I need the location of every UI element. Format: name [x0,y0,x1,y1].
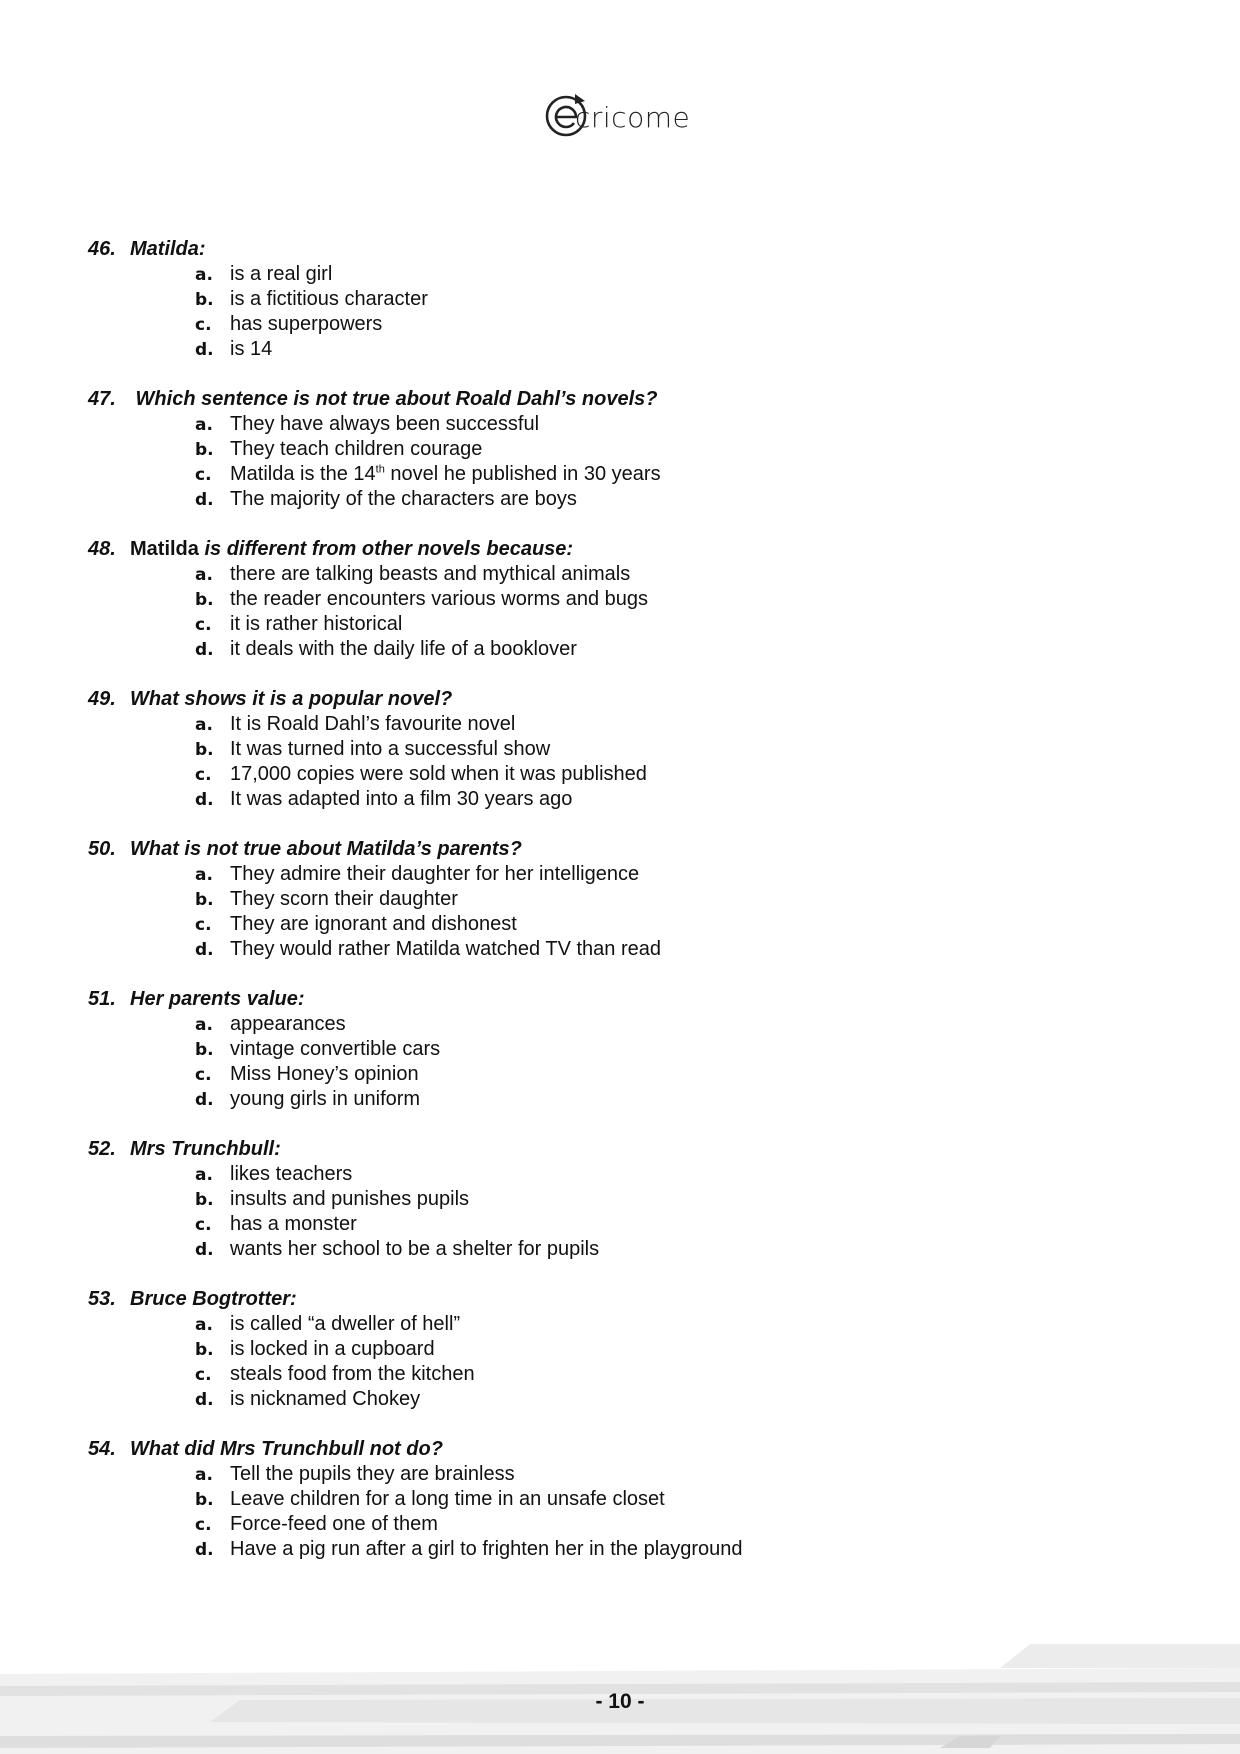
option-list [88,712,1138,812]
option-list [88,562,1138,662]
question-heading [88,1437,1138,1462]
option-text: They admire their daughter for her intelligence [230,863,640,885]
option-letter: a. [195,1315,213,1335]
question-48 [88,537,1138,662]
option-text: has superpowers [230,313,383,335]
option-text: Miss Honey’s opinion [230,1063,419,1085]
option-text: It was turned into a successful show [230,738,551,760]
option-c [195,762,1138,787]
option-a [195,1312,1138,1337]
question-heading [88,837,1138,862]
question-title-upright: Matilda [130,538,199,560]
option-c [195,462,1138,487]
question-54 [88,1437,1138,1562]
option-b [195,1487,1138,1512]
option-list [88,1312,1138,1412]
option-letter: c. [195,465,212,485]
question-52 [88,1137,1138,1262]
option-text: Force-feed one of them [230,1513,438,1535]
option-c [195,1212,1138,1237]
option-d [195,637,1138,662]
question-number: 48. [88,538,116,560]
option-letter: c. [195,1365,212,1385]
option-letter: c. [195,1515,212,1535]
option-letter: c. [195,1065,212,1085]
option-text: is a real girl [230,263,333,285]
option-d [195,937,1138,962]
question-prompt: What shows it is a popular novel? [130,688,453,710]
option-letter: a. [195,715,213,735]
option-letter: c. [195,765,212,785]
option-letter: d. [195,790,214,810]
option-text: is called “a dweller of hell” [230,1313,461,1335]
option-b [195,287,1138,312]
option-text: it deals with the daily life of a booklover [230,638,577,660]
option-letter: b. [195,890,214,910]
option-letter: b. [195,440,214,460]
option-letter: b. [195,1190,214,1210]
option-c [195,312,1138,337]
option-letter: a. [195,565,213,585]
option-c [195,1062,1138,1087]
option-list [88,412,1138,512]
option-text: there are talking beasts and mythical animals [230,563,631,585]
option-text: vintage convertible cars [230,1038,441,1060]
option-d [195,1237,1138,1262]
question-heading [88,387,1138,412]
option-text: insults and punishes pupils [230,1188,470,1210]
option-d [195,337,1138,362]
question-heading [88,537,1138,562]
question-53 [88,1287,1138,1412]
option-a [195,262,1138,287]
option-letter: d. [195,940,214,960]
ordinal-suffix: th [375,463,385,476]
question-prompt: Her parents value: [130,988,305,1010]
option-letter: b. [195,1490,214,1510]
option-text: The majority of the characters are boys [230,488,577,510]
question-51 [88,987,1138,1112]
option-letter: a. [195,265,213,285]
option-a [195,1012,1138,1037]
option-letter: b. [195,590,214,610]
option-b [195,887,1138,912]
option-text: likes teachers [230,1163,353,1185]
question-heading [88,987,1138,1012]
option-letter: a. [195,415,213,435]
option-letter: a. [195,865,213,885]
option-text: They scorn their daughter [230,888,458,910]
option-b [195,1187,1138,1212]
question-prompt: What is not true about Matilda’s parents? [130,838,522,860]
option-text: steals food from the kitchen [230,1363,475,1385]
option-text: Leave children for a long time in an unsafe closet [230,1488,665,1510]
option-a [195,1162,1138,1187]
option-list [88,1012,1138,1112]
option-letter: b. [195,1040,214,1060]
question-number: 53. [88,1288,116,1310]
option-a [195,1462,1138,1487]
question-heading [88,687,1138,712]
question-prompt: Bruce Bogtrotter: [130,1288,297,1310]
option-letter: a. [195,1015,213,1035]
option-a [195,412,1138,437]
option-letter: b. [195,290,214,310]
option-text: young girls in uniform [230,1088,421,1110]
option-text: it is rather historical [230,613,403,635]
option-d [195,1537,1138,1562]
option-letter: a. [195,1465,213,1485]
option-text: They are ignorant and dishonest [230,913,517,935]
option-text: is nicknamed Chokey [230,1388,421,1410]
option-b [195,737,1138,762]
question-prompt: What did Mrs Trunchbull not do? [130,1438,443,1460]
option-text: They teach children courage [230,438,483,460]
option-list [88,1462,1138,1562]
question-number: 47. [88,388,116,410]
option-letter: d. [195,1540,214,1560]
question-heading [88,1137,1138,1162]
option-text: the reader encounters various worms and bugs [230,588,649,610]
question-46 [88,237,1138,362]
ecricome-logo [545,90,705,140]
option-b [195,587,1138,612]
option-letter: d. [195,640,214,660]
option-text: Matilda is the 14 [230,463,376,485]
question-prompt: Matilda: [130,238,206,260]
question-number: 54. [88,1438,116,1460]
option-a [195,562,1138,587]
option-text: appearances [230,1013,346,1035]
option-text: wants her school to be a shelter for pupils [230,1238,600,1260]
option-list [88,262,1138,362]
option-b [195,1337,1138,1362]
option-letter: a. [195,1165,213,1185]
option-text: They have always been successful [230,413,540,435]
option-text: is a fictitious character [230,288,428,310]
option-b [195,437,1138,462]
option-letter: b. [195,1340,214,1360]
option-letter: c. [195,615,212,635]
option-a [195,862,1138,887]
question-heading [88,237,1138,262]
question-47 [88,387,1138,512]
option-text-continued: novel he published in 30 years [384,463,661,485]
option-text: Tell the pupils they are brainless [230,1463,515,1485]
option-c [195,612,1138,637]
logo-text: cricome [575,100,691,134]
question-number: 50. [88,838,116,860]
option-letter: d. [195,1240,214,1260]
question-50 [88,837,1138,962]
option-text: 17,000 copies were sold when it was published [230,763,647,785]
question-heading [88,1287,1138,1312]
question-number: 49. [88,688,116,710]
option-c [195,912,1138,937]
option-text: It was adapted into a film 30 years ago [230,788,573,810]
option-c [195,1512,1138,1537]
question-number: 46. [88,238,116,260]
option-list [88,1162,1138,1262]
question-prompt: Mrs Trunchbull: [130,1138,281,1160]
option-letter: c. [195,1215,212,1235]
option-list [88,862,1138,962]
option-c [195,1362,1138,1387]
option-text: is locked in a cupboard [230,1338,435,1360]
option-letter: d. [195,490,214,510]
option-text: Have a pig run after a girl to frighten her in the playground [230,1538,743,1560]
option-d [195,487,1138,512]
question-list [88,237,1138,1587]
option-letter: c. [195,315,212,335]
option-letter: c. [195,915,212,935]
option-d [195,1087,1138,1112]
option-text: They would rather Matilda watched TV than read [230,938,661,960]
question-49 [88,687,1138,812]
option-letter: d. [195,340,214,360]
question-number: 52. [88,1138,116,1160]
option-letter: d. [195,1390,214,1410]
option-d [195,787,1138,812]
question-number: 51. [88,988,116,1010]
option-letter: d. [195,1090,214,1110]
page-number: - 10 - [595,1690,645,1713]
question-prompt: Which sentence is not true about Roald Dahl’s novels? [130,388,658,410]
option-d [195,1387,1138,1412]
option-text: It is Roald Dahl’s favourite novel [230,713,516,735]
option-letter: b. [195,740,214,760]
option-b [195,1037,1138,1062]
option-text: has a monster [230,1213,357,1235]
option-text: is 14 [230,338,273,360]
option-a [195,712,1138,737]
question-prompt: is different from other novels because: [198,538,574,560]
